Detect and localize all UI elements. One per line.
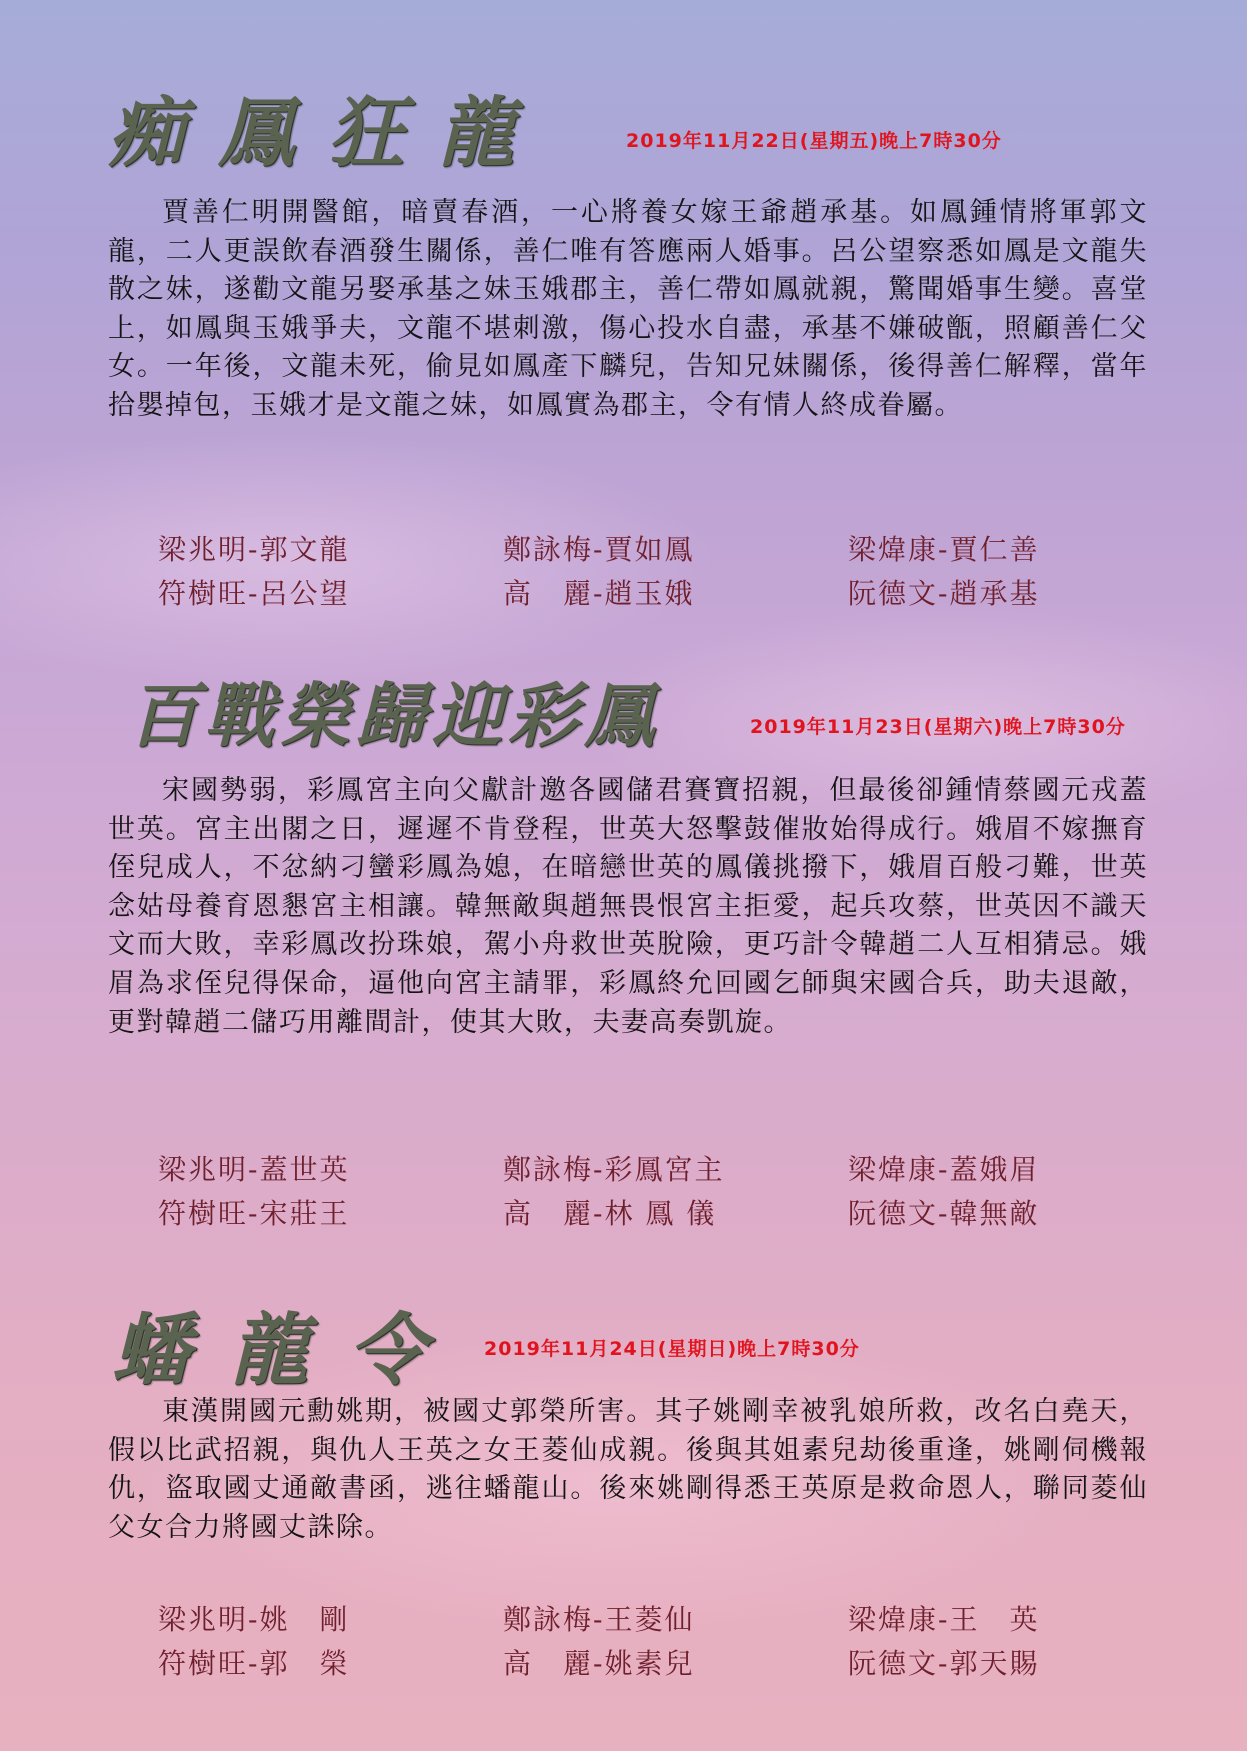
- cast-member: 梁煒康-王 英: [848, 1603, 1040, 1636]
- performance-date: 2019年11月22日(星期五)晚上7時30分: [626, 130, 1002, 152]
- play-title: 百戰榮歸迎彩鳳: [128, 674, 660, 757]
- cast-member: 梁煒康-蓋娥眉: [848, 1153, 1040, 1186]
- cast-member: 高 麗-趙玉娥: [503, 577, 695, 610]
- cast-member: 阮德文-郭天賜: [848, 1647, 1040, 1680]
- play-synopsis: 賈善仁明開醫館，暗賣春酒，一心將養女嫁王爺趙承基。如鳳鍾情將軍郭文龍，二人更誤飲春酒發生關係，善仁唯有答應兩人婚事。呂公望察悉如鳳是文龍失散之妹，遂勸文龍另娶承基之妹玉娥郡主，善仁帶如鳳就親，驚聞婚事生變。喜堂上，如鳳與玉娥爭夫，文龍不堪刺激，傷心投水自盡，承基不嫌破甑，照顧善仁父女。一年後，文龍未死，偷見如鳳產下麟兒，告知兄妹關係，後得善仁解釋，當年拾嬰掉包，玉娥才是文龍之妹，如鳳實為郡主，令有情人終成眷屬。: [108, 197, 1148, 421]
- cast-member: 符樹旺-郭 榮: [158, 1647, 350, 1680]
- cast-member: 梁兆明-蓋世英: [158, 1153, 350, 1186]
- cast-member: 符樹旺-宋莊王: [158, 1197, 350, 1230]
- cast-member: 符樹旺-呂公望: [158, 577, 350, 610]
- cast-member: 鄭詠梅-王菱仙: [503, 1603, 695, 1636]
- cast-member: 鄭詠梅-彩鳳宮主: [503, 1153, 725, 1186]
- cast-member: 梁煒康-賈仁善: [848, 533, 1040, 566]
- cast-member: 鄭詠梅-賈如鳳: [503, 533, 695, 566]
- cast-member: 梁兆明-姚 剛: [158, 1603, 350, 1636]
- play-synopsis: 宋國勢弱，彩鳳宮主向父獻計邀各國儲君賽寶招親，但最後卻鍾情蔡國元戎蓋世英。宮主出閣之日，遲遲不肯登程，世英大怒擊鼓催妝始得成行。娥眉不嫁撫育侄兒成人，不忿納刁蠻彩鳳為媳，在暗戀世英的鳳儀挑撥下，娥眉百般刁難，世英念姑母養育恩懇宮主相讓。韓無敵與趙無畏恨宮主拒愛，起兵攻蔡，世英因不識天文而大敗，幸彩鳳改扮珠娘，駕小舟救世英脫險，更巧計令韓趙二人互相猜忌。娥眉為求侄兒得保命，逼他向宮主請罪，彩鳳終允回國乞師與宋國合兵，助夫退敵，更對韓趙二儲巧用離間計，使其大敗，夫妻高奏凱旋。: [108, 775, 1148, 1038]
- performance-date: 2019年11月24日(星期日)晚上7時30分: [484, 1338, 860, 1360]
- performance-date: 2019年11月23日(星期六)晚上7時30分: [750, 716, 1126, 738]
- play-title: 痴鳳狂龍: [108, 88, 548, 177]
- cast-member: 阮德文-韓無敵: [848, 1197, 1040, 1230]
- play-title: 蟠龍令: [112, 1305, 467, 1396]
- cast-member: 高 麗-林 鳳 儀: [503, 1197, 717, 1230]
- play-synopsis: 東漢開國元勳姚期，被國丈郭榮所害。其子姚剛幸被乳娘所救，改名白堯天，假以比武招親，與仇人王英之女王菱仙成親。後與其姐素兒劫後重逢，姚剛伺機報仇，盜取國丈通敵書函，逃往蟠龍山。後來姚剛得悉王英原是救命恩人，聯同菱仙父女合力將國丈誅除。: [108, 1396, 1148, 1543]
- cast-member: 高 麗-姚素兒: [503, 1647, 695, 1680]
- cast-member: 梁兆明-郭文龍: [158, 533, 350, 566]
- cast-list: [158, 1600, 1138, 1684]
- cast-member: 阮德文-趙承基: [848, 577, 1040, 610]
